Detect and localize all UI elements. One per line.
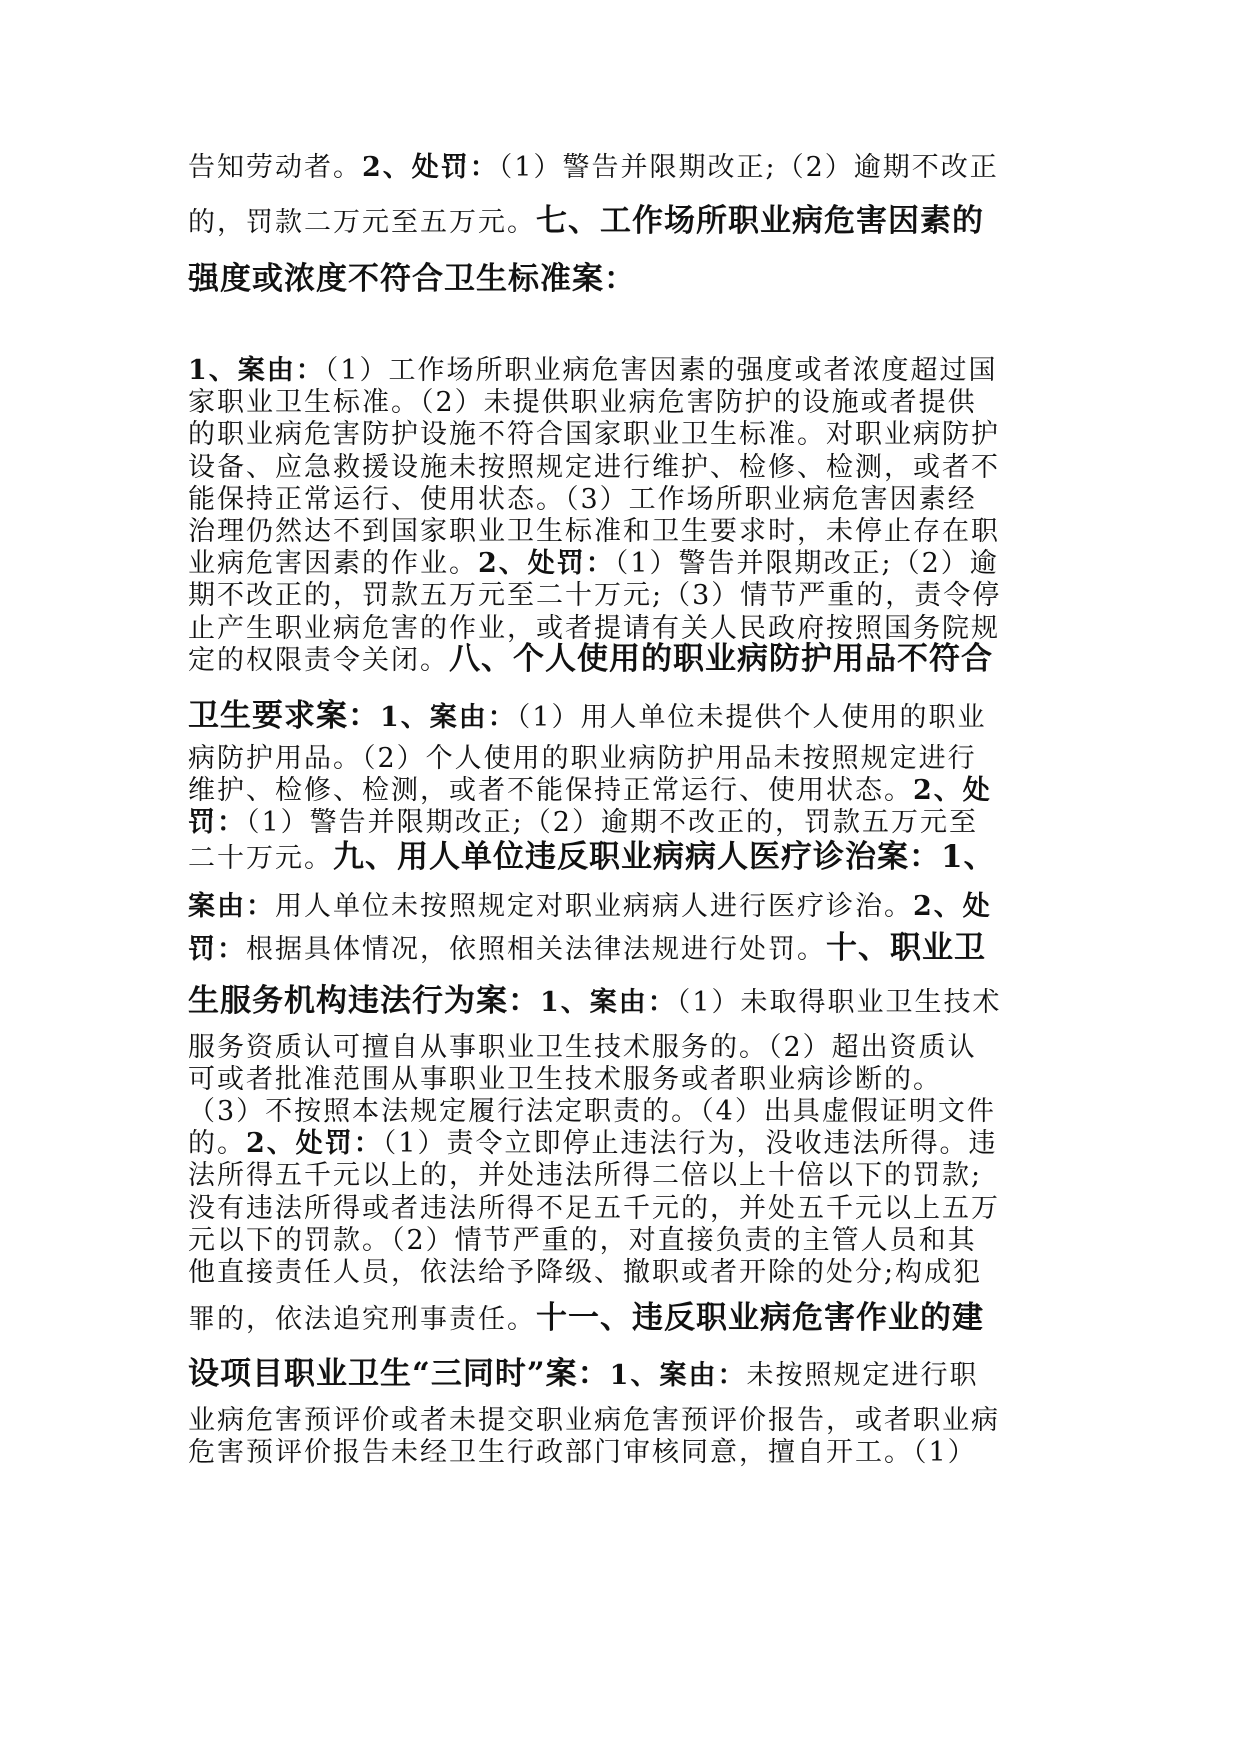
text-line (188, 922, 1058, 967)
text-line (188, 253, 1058, 298)
bold-text-segment: 七、工作场所职业病危害因素的 (536, 203, 984, 239)
text-line (188, 633, 1058, 678)
text-line (188, 831, 1058, 876)
text-segment: 的职业病危害防护设施不符合国家职业卫生标准。对职业病防护 (188, 419, 1000, 450)
text-segment: （1）警告并限期改正;（2）逾期不改正 (498, 152, 999, 183)
bold-text-segment: 强度或浓度不符合卫生标准案： (188, 261, 636, 297)
bold-text-segment: 十一、违反职业病危害作业的建 (536, 1300, 984, 1336)
text-segment: 危害预评价报告未经卫生行政部门审核同意，擅自开工。（1） (188, 1437, 977, 1468)
text-segment: 可或者批准范围从事职业卫生技术服务或者职业病诊断的。 (188, 1064, 942, 1095)
bold-text-segment: 2、处罚： (362, 152, 499, 183)
text-segment: 病防护用品。（2）个人使用的职业病防护用品未按照规定进行 (188, 743, 977, 774)
bold-text-segment: 2、处 (913, 775, 992, 806)
bold-text-segment: 2、处罚： (478, 548, 615, 579)
text-segment: 罪的，依法追究刑事责任。 (188, 1304, 536, 1335)
bold-text-segment: 2、处罚： (246, 1128, 383, 1159)
text-segment: 没有违法所得或者违法所得不足五千元的，并处五千元以上五万 (188, 1193, 1000, 1224)
bold-text-segment: 1、案由： (380, 702, 517, 733)
text-segment: 业病危害因素的作业。 (188, 548, 478, 579)
text-segment: 设备、应急救援设施未按照规定进行维护、检修、检测，或者不 (188, 452, 1000, 483)
text-segment: 业病危害预评价或者未提交职业病危害预评价报告，或者职业病 (188, 1405, 1000, 1436)
text-segment: 他直接责任人员，依法给予降级、撤职或者开除的处分;构成犯 (188, 1257, 983, 1288)
bold-text-segment: 设项目职业卫生“三同时”案： (188, 1356, 610, 1392)
bold-text-segment: 十、职业卫 (826, 930, 986, 966)
text-segment: 止产生职业病危害的作业，或者提请有关人民政府按照国务院规 (188, 613, 1000, 644)
text-segment: （1）责令立即停止违法行为，没收违法所得。违 (382, 1128, 998, 1159)
text-segment: 治理仍然达不到国家职业卫生标准和卫生要求时，未停止存在职 (188, 516, 1000, 547)
text-segment: （1）警告并限期改正;（2）逾 (614, 548, 999, 579)
bold-text-segment: 八、个人使用的职业病防护用品不符合 (449, 641, 993, 677)
text-segment: 期不改正的，罚款五万元至二十万元;（3）情节严重的，责令停 (188, 580, 1002, 611)
text-line (188, 1292, 1058, 1337)
text-line (188, 690, 1058, 735)
text-segment: 未按照规定进行职 (746, 1360, 979, 1391)
text-segment: 告知劳动者。 (188, 152, 362, 183)
text-segment: （3）不按照本法规定履行法定职责的。（4）出具虚假证明文件 (188, 1096, 996, 1127)
bold-text-segment: 案由： (188, 891, 275, 922)
text-line (188, 1348, 1058, 1393)
text-line (188, 884, 1058, 923)
bold-text-segment: 生服务机构违法行为案： (188, 983, 540, 1019)
text-line (188, 145, 1058, 184)
text-segment: 二十万元。 (188, 843, 333, 874)
text-segment: （1）用人单位未提供个人使用的职业 (516, 702, 987, 733)
text-segment: （1）警告并限期改正;（2）逾期不改正的，罚款五万元至 (246, 807, 978, 838)
bold-text-segment: 2、处 (913, 891, 992, 922)
text-segment: 能保持正常运行、使用状态。（3）工作场所职业病危害因素经 (188, 484, 977, 515)
text-segment: 根据具体情况，依照相关法律法规进行处罚。 (246, 934, 826, 965)
bold-text-segment: 罚： (188, 807, 246, 838)
text-segment: （1）工作场所职业病危害因素的强度或者浓度超过国 (324, 355, 998, 386)
text-segment: 法所得五千元以上的，并处违法所得二倍以上十倍以下的罚款; (188, 1160, 983, 1191)
text-segment: 用人单位未按照规定对职业病病人进行医疗诊治。 (275, 891, 913, 922)
text-segment: 定的权限责令关闭。 (188, 645, 449, 676)
bold-text-segment: 卫生要求案： (188, 698, 380, 734)
text-line (188, 1430, 1058, 1469)
bold-text-segment: 罚： (188, 934, 246, 965)
text-segment: 家职业卫生标准。（2）未提供职业病危害防护的设施或者提供 (188, 387, 977, 418)
bold-text-segment: 1、案由： (188, 355, 325, 386)
text-segment: 维护、检修、检测，或者不能保持正常运行、使用状态。 (188, 775, 913, 806)
text-line (188, 195, 1058, 240)
bold-text-segment: 1、案由： (540, 987, 677, 1018)
bold-text-segment: 九、用人单位违反职业病病人医疗诊治案：1、 (333, 839, 996, 875)
text-segment: （1）未取得职业卫生技术 (676, 987, 1002, 1018)
text-segment: 的。 (188, 1128, 246, 1159)
text-line (188, 1250, 1058, 1289)
text-segment: 的，罚款二万元至五万元。 (188, 207, 536, 238)
bold-text-segment: 1、案由： (609, 1360, 747, 1391)
text-segment: 服务资质认可擅自从事职业卫生技术服务的。（2）超出资质认 (188, 1032, 977, 1063)
text-segment: 元以下的罚款。（2）情节严重的，对直接负责的主管人员和其 (188, 1225, 977, 1256)
text-line (188, 975, 1058, 1020)
